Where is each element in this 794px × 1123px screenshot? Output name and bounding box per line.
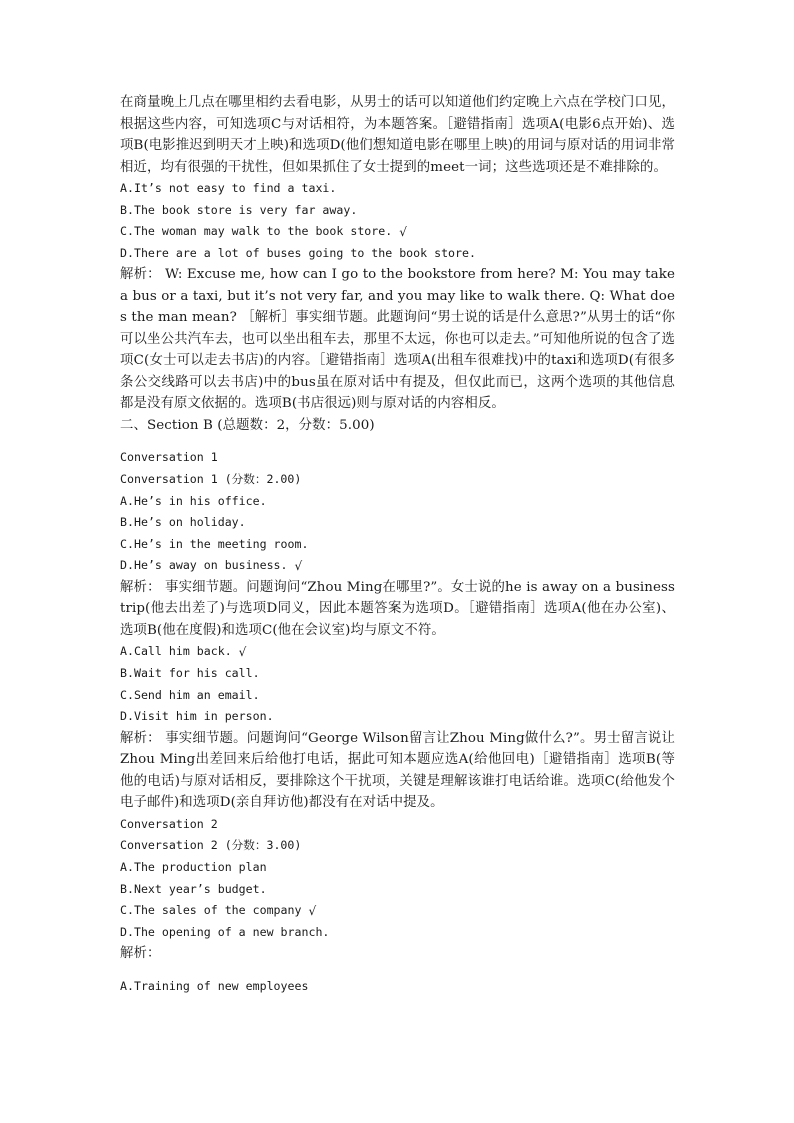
option-c [120,900,675,922]
explanation-conv2-q1: 解析： [120,946,161,962]
check-mark-icon: √ [294,559,303,574]
option-d-text: D.He’s away on business. [120,558,288,573]
option-c: C.He’s in the meeting room. [120,536,309,551]
option-c: C.Send him an email. [120,687,260,702]
conversation-2-title: Conversation 2 [120,816,218,831]
check-mark-icon: √ [399,225,407,240]
conversation-1-title: Conversation 1 [120,450,218,465]
option-d: D.The opening of a new branch. [120,924,330,939]
conversation-2 [120,814,675,998]
option-a: A.It’s not easy to find a taxi. [120,181,337,195]
check-mark-icon: √ [238,645,247,660]
option-a [120,641,675,663]
question-taxi [120,178,675,415]
spacer [120,965,675,976]
option-a-text: A.Call him back. [120,644,232,659]
option-b: B.The book store is very far away. [120,202,358,217]
option-b: B.Wait for his call. [120,666,260,681]
intro-explanation: 在商量晚上几点在哪里相约去看电影，从男士的话可以知道他们约定晚上六点在学校门口见，根据这些内容，可知选项C与对话相符，为本题答案。［避错指南］选项A(电影6点开始)、选项B(电影推迟到明天才上映)和选项D(他们想知道电影在哪里上映)的用词与原对话的用词非常相近，均有很强的干扰性，但如果抓住了女士提到的meet一词；这些选项还是不难排除的。 [120,95,675,175]
option-a: A.The production plan [120,860,267,874]
explanation-conv1-q1: 解析： 事实细节题。问题询问“Zhou Ming在哪里?”。女士说的he is away on a business trip(他去出差了)与选项D同义，因此本题答案为选项D。［避错指南］选项A(他在办公室)、选项B(他在度假)和选项C(他在会议室)均与原文不符。 [120,579,675,638]
option-c-text: C.The woman may walk to the book store. [120,224,393,239]
spacer [120,436,675,447]
document-content [120,92,675,997]
option-c-text: C.The sales of the company [120,903,302,918]
option-c [120,221,675,243]
conversation-2-subtitle: Conversation 2 (分数：3.00) [120,838,302,853]
conversation-1 [120,447,675,813]
section-b-heading: 二、Section B (总题数：2，分数：5.00) [120,417,375,433]
option-d [120,555,675,577]
option-a: A.He’s in his office. [120,493,267,508]
option-a: A.Training of new employees [120,978,309,993]
conversation-1-subtitle: Conversation 1 (分数：2.00) [120,471,302,486]
option-b: B.He’s on holiday. [120,515,246,530]
option-b: B.Next year’s budget. [120,881,267,896]
explanation-taxi: 解析： W: Excuse me, how can I go to the bookstore from here? M: You may take a bus or a taxi, but it’s not very far, and you may like to walk there. Q: What does the man mean? ［解析］事实细节题。此题询问“男士说的话是什么意思?”从男士的话“你可以坐公共汽车去，也可以坐出租车去，那里不太远，你也可以走去。”可知他所说的包含了选项C(女士可以走去书店)的内容。［避错指南］选项A(出租车很难找)中的taxi和选项D(有很多条公交线路可以去书店)中的bus虽在原对话中有提及，但仅此而已，这两个选项的其他信息都是没有原文依据的。选项B(书店很远)则与原对话的内容相反。 [120,267,675,412]
check-mark-icon: √ [308,904,317,919]
explanation-conv1-q2: 解析： 事实细节题。问题询问“George Wilson留言让Zhou Ming做什么?”。男士留言说让Zhou Ming出差回来后给他打电话，据此可知本题应选A(给他回电)［避错指南］选项B(等他的电话)与原对话相反，要排除这个干扰项，关键是理解该谁打电话给谁。选项C(给他发个电子邮件)和选项D(亲自拜访他)都没有在对话中提及。 [120,730,675,811]
option-d: D.Visit him in person. [120,709,274,724]
option-d: D.There are a lot of buses going to the book store. [120,245,476,260]
